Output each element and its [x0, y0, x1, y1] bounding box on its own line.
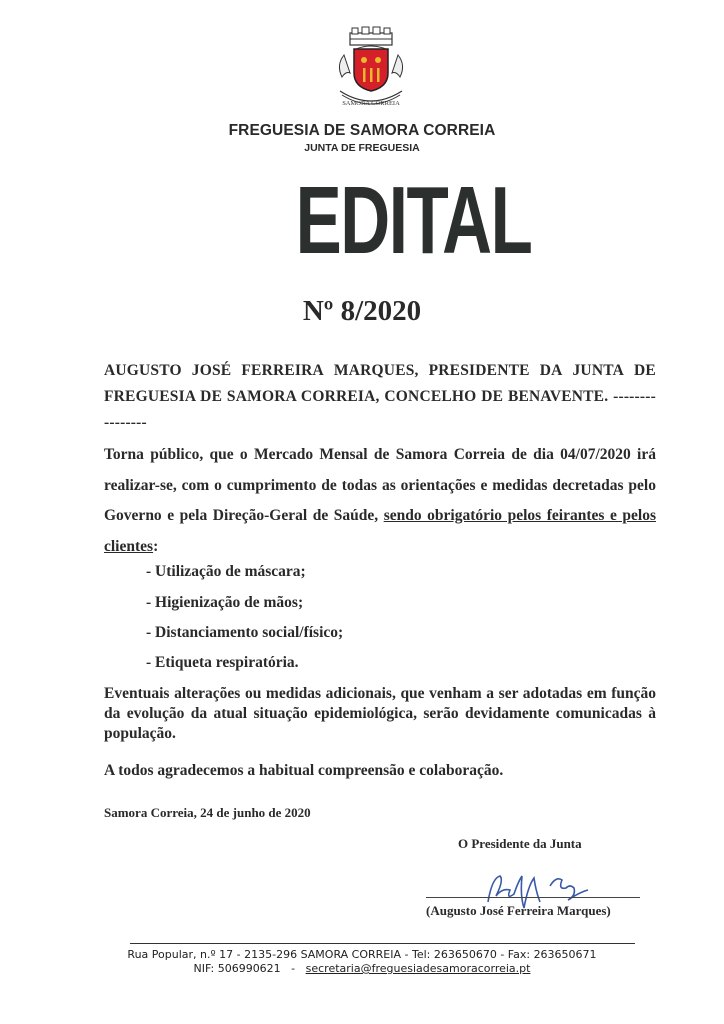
svg-text:SAMORA CORREIA: SAMORA CORREIA — [342, 100, 400, 107]
signer-title: O Presidente da Junta — [458, 836, 582, 851]
closing-paragraph: Eventuais alterações ou medidas adicionais, que venham a ser adotadas em função da evolução da atual situação epidemiológica, serão devidamente comunicadas à população. — [104, 685, 656, 742]
measure-item: - Etiqueta respiratória. — [146, 654, 299, 671]
footer-divider — [130, 943, 635, 944]
intro-line-2: FREGUESIA DE SAMORA CORREIA, CONCELHO DE BENAVENTE. ---------------- — [104, 388, 656, 431]
underlined-requirement: sendo obrigatório pelos feirantes e pelos clientes — [104, 507, 656, 555]
measure-item: - Utilização de máscara; — [146, 563, 306, 580]
intro-line-1: AUGUSTO JOSÉ FERREIRA MARQUES, PRESIDENTE DA JUNTA DE — [104, 362, 656, 379]
coat-of-arms-logo — [330, 25, 412, 109]
organization-name: FREGUESIA DE SAMORA CORREIA — [228, 122, 496, 139]
place-date: Samora Correia, 24 de junho de 2020 — [104, 805, 311, 820]
signer-name: (Augusto José Ferreira Marques) — [426, 903, 611, 918]
signature-line — [426, 897, 640, 898]
footer-address: Rua Popular, n.º 17 - 2135-296 SAMORA CORREIA - Tel: 263650670 - Fax: 263650671 — [127, 948, 597, 961]
measure-item: - Higienização de mãos; — [146, 594, 304, 611]
footer-contact — [0, 962, 724, 975]
main-paragraph: Torna público, que o Mercado Mensal de Samora Correia de dia 04/07/2020 irá realizar-se, com o cumprimento de todas as orientações e medidas decretadas pelo Governo e pela Direção-Geral de Saúde, sendo obrigatório pelos feirantes e pelos clientes: — [104, 446, 656, 555]
footer-email-link[interactable]: secretaria@freguesiadesamoracorreia.pt — [305, 962, 531, 975]
document-number: Nº 8/2020 — [302, 295, 422, 327]
measure-item: - Distanciamento social/físico; — [146, 624, 344, 641]
footer-nif: NIF: 506990621 - — [193, 962, 306, 975]
organization-subtitle: JUNTA DE FREGUESIA — [304, 142, 420, 154]
intro-paragraph — [104, 358, 656, 436]
thanks-text: A todos agradecemos a habitual compreensão e colaboração. — [104, 762, 504, 779]
document-type-title: EDITAL — [295, 167, 532, 274]
